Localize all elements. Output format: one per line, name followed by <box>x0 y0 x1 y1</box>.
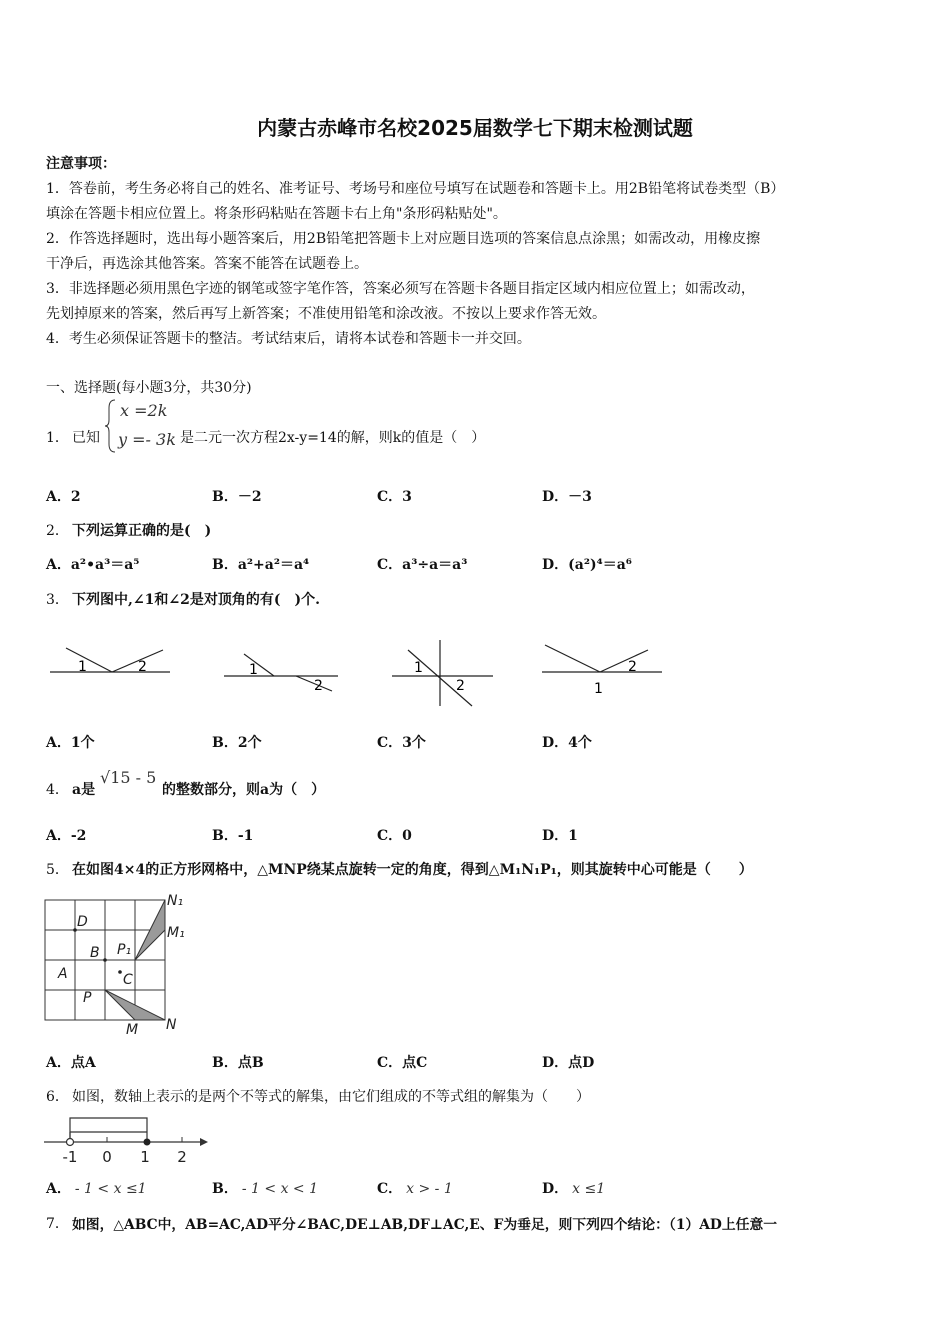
point-label-n1: N₁ <box>167 893 184 909</box>
option-b[interactable]: B．2个 <box>212 735 262 751</box>
question-number: 1． <box>46 430 69 446</box>
question-prefix: 已知 <box>72 430 100 446</box>
system-eq-2: y =- 3k <box>118 430 176 449</box>
option-d[interactable]: D．4个 <box>542 735 592 751</box>
question-number: 4． <box>46 782 69 798</box>
angle-label-1: 1 <box>78 659 87 675</box>
point-label-p: P <box>83 990 92 1006</box>
angle-label-2: 2 <box>456 678 465 694</box>
notice-line: 先划掉原来的答案，然后再写上新答案；不准使用铅笔和涂改液。不按以上要求作答无效。 <box>46 306 606 322</box>
option-d[interactable]: D．1 <box>542 828 578 844</box>
angle-label-1: 1 <box>249 662 258 678</box>
angle-figure-3 <box>390 636 495 708</box>
angle-label-2: 2 <box>138 659 147 675</box>
option-d[interactable] <box>542 1178 605 1198</box>
option-c[interactable]: C．a³÷a＝a³ <box>377 557 468 573</box>
option-letter: D． <box>542 1181 569 1197</box>
question-text: 下列图中,∠1和∠2是对顶角的有( )个. <box>72 592 320 608</box>
option-math: - 1 < x ≤1 <box>74 1181 147 1197</box>
system-eq-1: x =2k <box>120 401 168 420</box>
point-label-n: N <box>166 1017 177 1033</box>
question-text: 的整数部分，则a为（ ） <box>162 782 326 798</box>
tick-label: 1 <box>140 1148 150 1166</box>
option-a[interactable] <box>46 1178 147 1198</box>
point-label-d: D <box>77 914 88 930</box>
option-b[interactable]: B．a²+a²＝a⁴ <box>212 557 310 573</box>
option-a[interactable]: A．2 <box>46 489 81 505</box>
tick-label: 2 <box>177 1148 187 1166</box>
option-b[interactable]: B．－2 <box>212 489 262 505</box>
option-letter: A． <box>46 1181 71 1197</box>
option-letter: C． <box>377 1181 403 1197</box>
question-text: 如图，数轴上表示的是两个不等式的解集，由它们组成的不等式组的解集为（ ） <box>72 1089 590 1105</box>
option-a[interactable]: A．-2 <box>46 828 87 844</box>
notice-line: 3．非选择题必须用黑色字迹的钢笔或签字笔作答，答案必须写在答题卡各题目指定区域内相应位置上；如需改动， <box>46 281 755 297</box>
question-number: 6． <box>46 1089 69 1105</box>
question-number: 3． <box>46 592 69 608</box>
question-number: 2． <box>46 523 69 539</box>
notice-heading: 注意事项： <box>46 156 116 172</box>
question-text: 在如图4×4的正方形网格中，△MNP绕某点旋转一定的角度，得到△M₁N₁P₁，则其旋转中心可能是（ ） <box>72 862 753 878</box>
option-c[interactable] <box>377 1178 453 1198</box>
point-label-m: M <box>126 1022 139 1036</box>
option-math: x ≤1 <box>572 1181 606 1197</box>
notice-line: 干净后，再选涂其他答案。答案不能答在试题卷上。 <box>46 256 368 272</box>
option-d[interactable]: D．点D <box>542 1055 595 1071</box>
option-a[interactable]: A．1个 <box>46 735 95 751</box>
point-label-m1: M₁ <box>167 925 185 941</box>
option-d[interactable]: D．(a²)⁴＝a⁶ <box>542 557 632 573</box>
point-label-b: B <box>90 945 100 961</box>
option-c[interactable]: C．点C <box>377 1055 428 1071</box>
notice-line: 1．答卷前，考生务必将自己的姓名、准考证号、考场号和座位号填写在试题卷和答题卡上。用2B铅笔将试卷类型（B） <box>46 181 785 197</box>
notice-line: 填涂在答题卡相应位置上。将条形码粘贴在答题卡右上角"条形码粘贴处"。 <box>46 206 507 222</box>
option-math: - 1 < x < 1 <box>241 1181 318 1197</box>
angle-figure-4 <box>540 640 665 698</box>
option-c[interactable]: C．0 <box>377 828 412 844</box>
question-number: 7． <box>46 1216 69 1232</box>
option-b[interactable] <box>212 1178 318 1198</box>
option-math: x > - 1 <box>406 1181 453 1197</box>
question-number: 5． <box>46 862 69 878</box>
question-text: 如图，△ABC中，AB=AC,AD平分∠BAC,DE⊥AB,DF⊥AC,E、F为垂足，则下列四个结论：（1）AD上任意一 <box>72 1217 778 1233</box>
option-a[interactable]: A．点A <box>46 1055 96 1071</box>
option-c[interactable]: C．3 <box>377 489 412 505</box>
option-d[interactable]: D．－3 <box>542 489 592 505</box>
option-c[interactable]: C．3个 <box>377 735 426 751</box>
question-text: 是二元一次方程2x-y=14的解，则k的值是（ ） <box>180 430 486 446</box>
angle-label-1: 1 <box>414 660 423 676</box>
angle-figure-2 <box>222 646 342 696</box>
option-b[interactable]: B．点B <box>212 1055 264 1071</box>
notice-line: 2．作答选择题时，选出每小题答案后，用2B铅笔把答题卡上对应题目选项的答案信息点涂黑；如需改动，用橡皮擦 <box>46 231 761 247</box>
option-letter: B． <box>212 1181 238 1197</box>
option-a[interactable]: A．a²•a³＝a⁵ <box>46 557 140 573</box>
radical-expression: √15 - 5 <box>100 768 157 787</box>
tick-label: -1 <box>62 1148 78 1166</box>
section-heading: 一、选择题(每小题3分，共30分) <box>46 380 252 396</box>
question-prefix: a是 <box>72 782 96 798</box>
point-label-a: A <box>58 966 68 982</box>
rotation-grid-figure <box>40 890 200 1036</box>
point-label-p1: P₁ <box>117 942 132 958</box>
angle-figure-1 <box>48 640 173 685</box>
angle-label-2: 2 <box>314 678 323 694</box>
number-line-figure <box>40 1112 210 1168</box>
notice-line: 4．考生必须保证答题卡的整洁。考试结束后，请将本试卷和答题卡一并交回。 <box>46 331 531 347</box>
angle-label-2: 2 <box>628 659 637 675</box>
question-text: 下列运算正确的是( ) <box>72 523 212 539</box>
point-label-c: C <box>123 972 133 988</box>
tick-label: 0 <box>102 1148 112 1166</box>
page-title: 内蒙古赤峰市名校2025届数学七下期末检测试题 <box>257 116 693 140</box>
brace-icon <box>104 398 118 454</box>
option-b[interactable]: B．-1 <box>212 828 254 844</box>
angle-label-1: 1 <box>594 681 603 697</box>
